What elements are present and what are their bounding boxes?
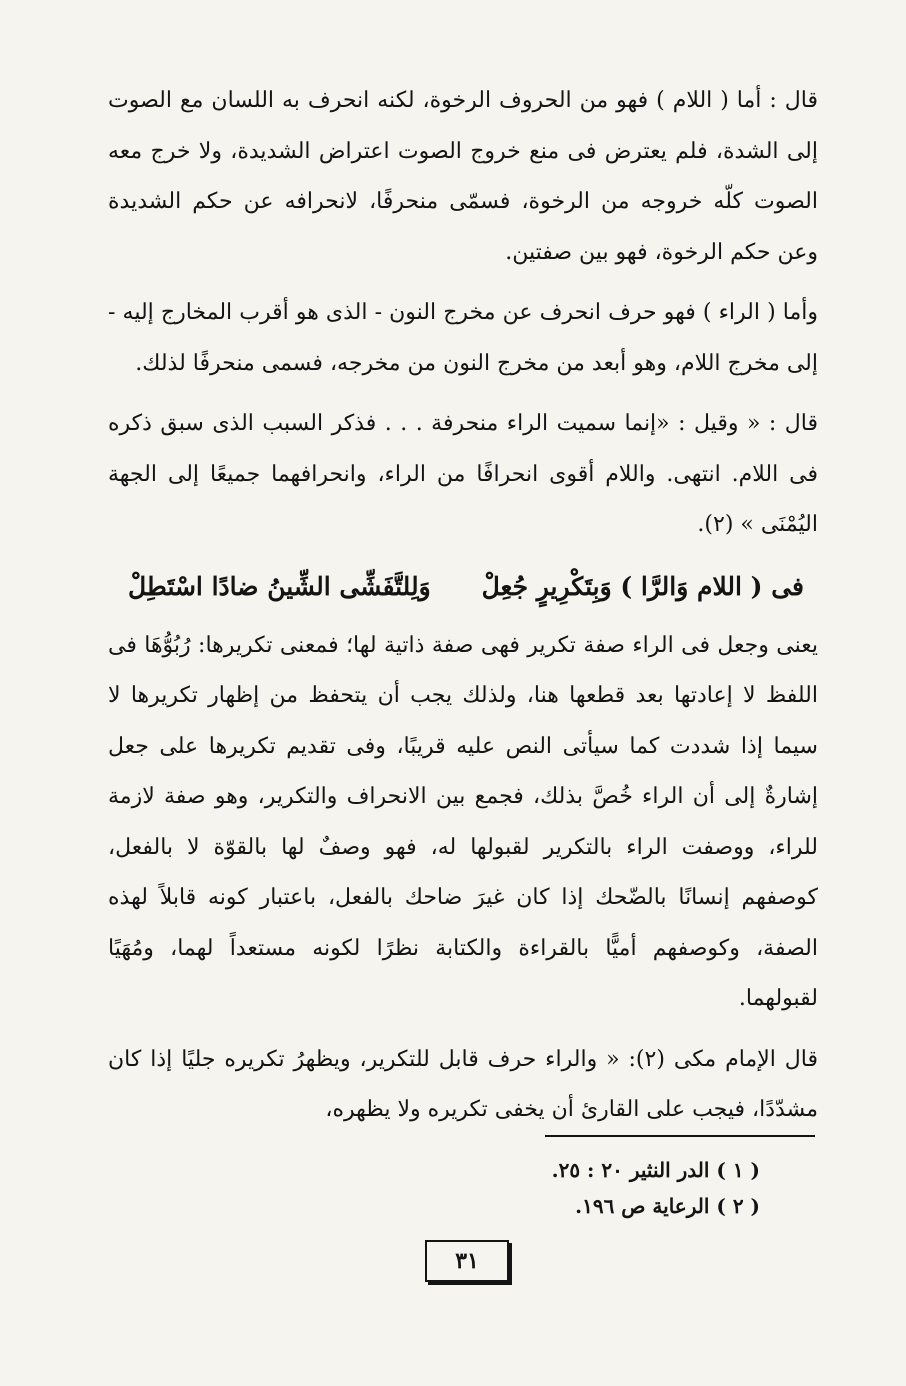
footnote-2: ( ٢ ) الرعاية ص ١٩٦. (575, 1194, 760, 1218)
footnote-divider (545, 1135, 815, 1137)
main-text (108, 76, 818, 1146)
paragraph-text: وأما ( الراء ) فهو حرف انحرف عن مخرج النون - الذى هو أقرب المخارج إليه - إلى مخرج اللام، وهو أبعد من مخرج النون من مخرجه، فسمى منحرفًا لذلك. (108, 300, 818, 376)
paragraph-text: قال : أما ( اللام ) فهو من الحروف الرخوة، لكنه انحرف به اللسان مع الصوت إلى الشدة، فلم يعترض فى منع خروج الصوت اعتراض الشديدة، ولا خرج معه الصوت كلّه خروجه من الرخوة، فسمّى منحرفًا، لانحرافه عن حكم الشديدة وعن حكم الرخوة، فهو بين صفتين. (108, 88, 818, 265)
paragraph-commentary (108, 621, 818, 1025)
footnotes (552, 1152, 760, 1224)
poem-verse (108, 561, 818, 613)
paragraph-quote (108, 399, 818, 551)
paragraph-text: قال الإمام مكى (٢): « والراء حرف قابل للتكرير، ويظهرُ تكريره جليًا إذا كان مشدّدًا، فيجب على القارئ أن يخفى تكريره ولا يظهره، (108, 1046, 818, 1122)
verse-hemistich-first: فى ( اللام وَالرَّا ) وَبِتَكْرِيرٍ جُعِلْ (481, 571, 804, 601)
paragraph-makki-quote (108, 1035, 818, 1136)
verse-hemistich-second: وَلِلتَّفَشِّى الشِّينُ ضادًا اسْتَطِلْ (128, 571, 431, 601)
page-number (425, 1240, 509, 1282)
paragraph-text: يعنى وجعل فى الراء صفة تكرير فهى صفة ذاتية لها؛ فمعنى تكريرها: رُبُوُّهَا فى اللفظ لا إعادتها بعد قطعها هنا، ولذلك يجب أن يتحفظ من إظهار تكريرها لا سيما إذا شددت كما سيأتى النص عليه قريبًا، وفى تقديم تكريرها على جعل إشارةٌ إلى أن الراء خُصَّ بذلك، فجمع بين الانحراف والتكرير، وهو صفة لازمة للراء، ووصفت الراء بالتكرير لقبولها له، فهو وصفٌ لها بالقوّة لا بالفعل، كوصفهم إنسانًا بالضّحك إذا كان غيرَ ضاحك بالفعل، باعتبار كونه قابلاً لهذه الصفة، وكوصفهم أميًّا بالقراءة والكتابة نظرًا لكونه مستعداً لهما، ومُهَيًا لقبولهما. (108, 632, 818, 1011)
paragraph-text: قال : « وقيل : «إنما سميت الراء منحرفة . . . فذكر السبب الذى سبق ذكره فى اللام. انتهى. واللام أقوى انحرافًا من الراء، وانحرافهما جميعًا إلى الجهة اليُمْنَى » (٢). (108, 411, 818, 537)
footnote-1: ( ١ ) الدر النثير ٢٠ : ٢٥. (551, 1158, 760, 1182)
page-number-text: ٣١ (455, 1248, 479, 1274)
paragraph-lam-description (108, 76, 818, 278)
paragraph-ra-description (108, 288, 818, 389)
